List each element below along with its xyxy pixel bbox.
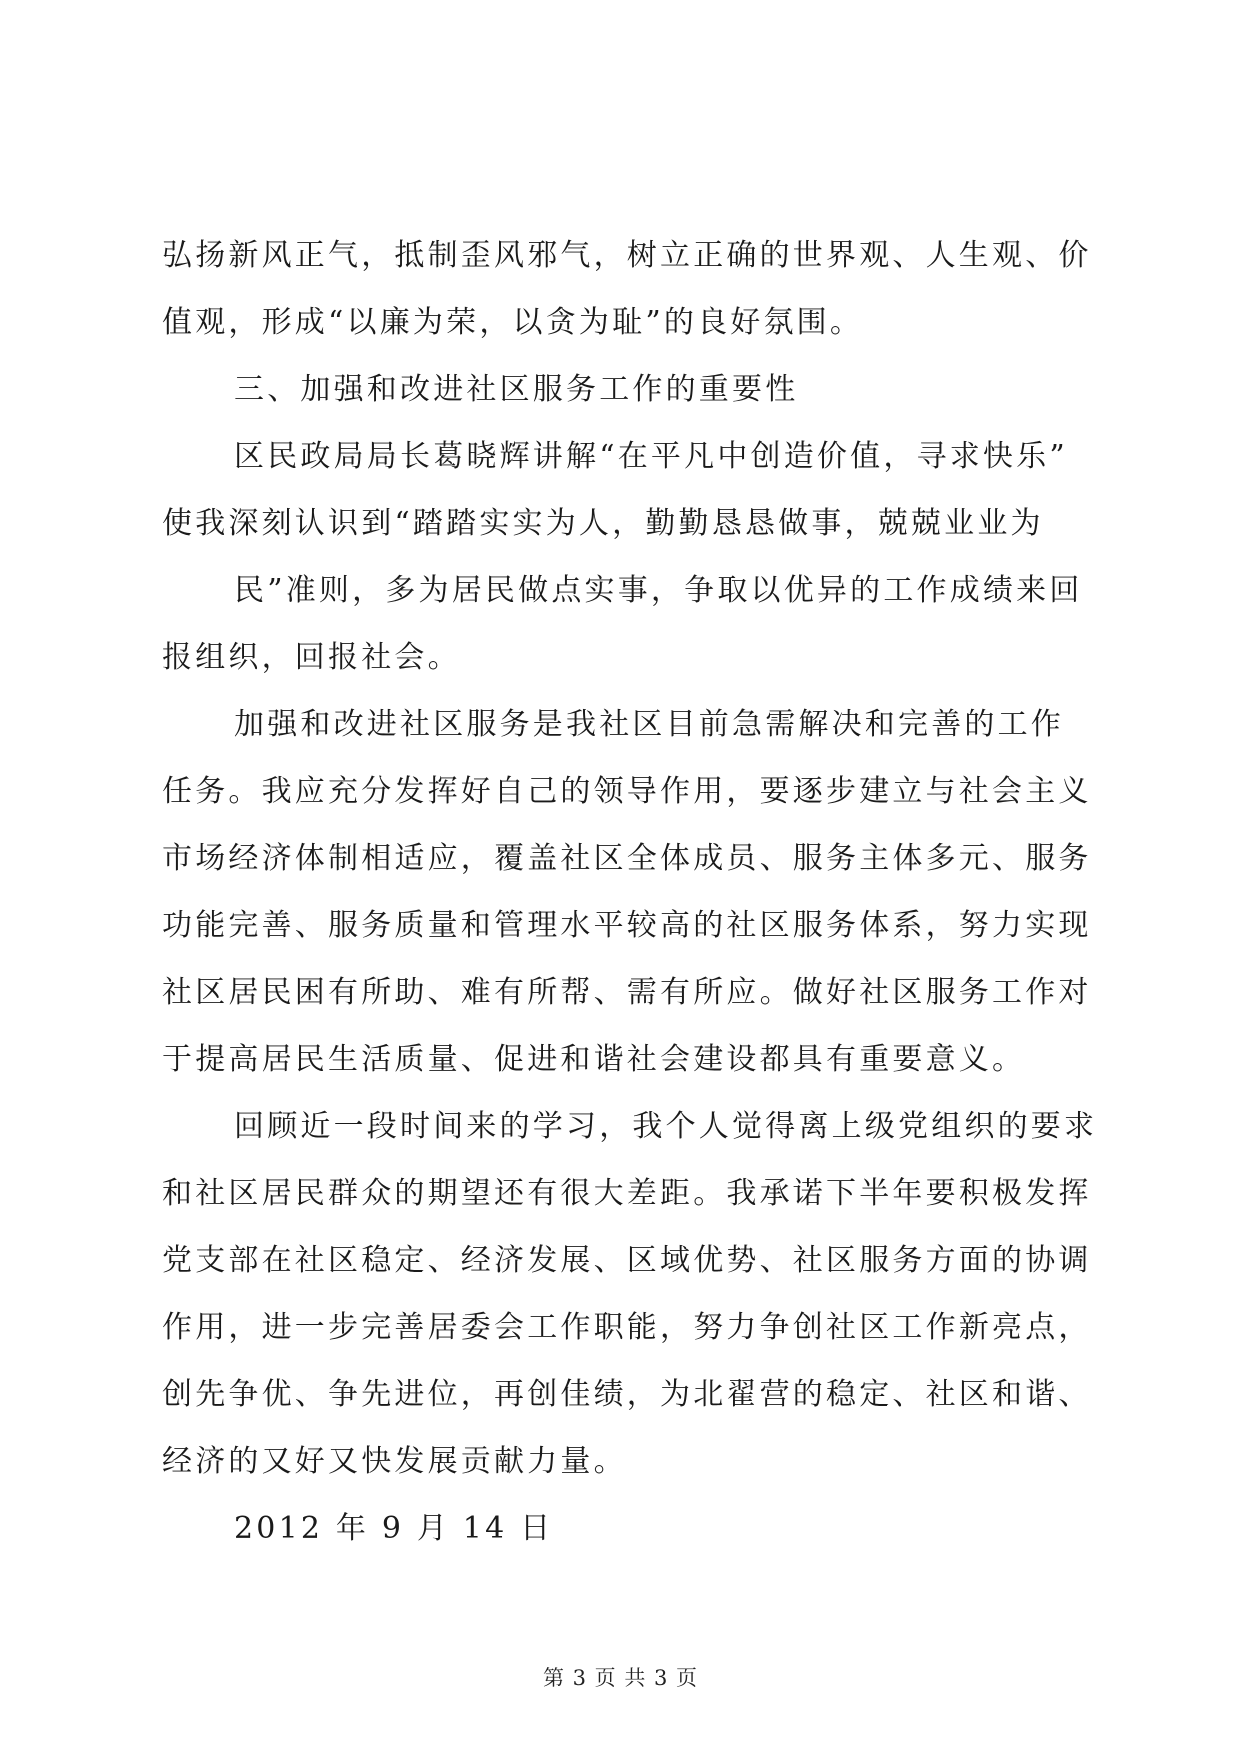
text-line: 使我深刻认识到“踏踏实实为人，勤勤恳恳做事，兢兢业业为 [162, 506, 1044, 541]
text-line: 和社区居民群众的期望还有很大差距。我承诺下半年要积极发挥 [162, 1176, 1092, 1211]
text-line: 三、加强和改进社区服务工作的重要性 [234, 372, 799, 407]
text-line: 区民政局局长葛晓辉讲解“在平凡中创造价值，寻求快乐” [234, 439, 1068, 474]
text-line: 作用，进一步完善居委会工作职能，努力争创社区工作新亮点， [162, 1310, 1092, 1345]
text-line: 加强和改进社区服务是我社区目前急需解决和完善的工作 [234, 707, 1064, 742]
text-line: 值观，形成“以廉为荣，以贪为耻”的良好氛围。 [162, 305, 864, 340]
text-line: 功能完善、服务质量和管理水平较高的社区服务体系，努力实现 [162, 908, 1092, 943]
page-footer: 第 3 页 共 3 页 [542, 1666, 699, 1690]
text-line: 经济的又好又快发展贡献力量。 [162, 1444, 627, 1479]
text-line: 于提高居民生活质量、促进和谐社会建设都具有重要意义。 [162, 1042, 1026, 1077]
text-line: 报组织，回报社会。 [162, 640, 461, 675]
text-line: 社区居民困有所助、难有所帮、需有所应。做好社区服务工作对 [162, 975, 1092, 1010]
text-line: 党支部在社区稳定、经济发展、区域优势、社区服务方面的协调 [162, 1243, 1092, 1278]
text-line: 民”准则，多为居民做点实事，争取以优异的工作成绩来回 [234, 573, 1083, 608]
text-line: 2012 年 9 月 14 日 [234, 1511, 554, 1546]
text-line: 回顾近一段时间来的学习，我个人觉得离上级党组织的要求 [234, 1109, 1098, 1144]
text-line: 市场经济体制相适应，覆盖社区全体成员、服务主体多元、服务 [162, 841, 1092, 876]
text-line: 弘扬新风正气，抵制歪风邪气，树立正确的世界观、人生观、价 [162, 238, 1092, 273]
text-line: 创先争优、争先进位，再创佳绩，为北翟营的稳定、社区和谐、 [162, 1377, 1092, 1412]
text-line: 任务。我应充分发挥好自己的领导作用，要逐步建立与社会主义 [162, 774, 1092, 809]
